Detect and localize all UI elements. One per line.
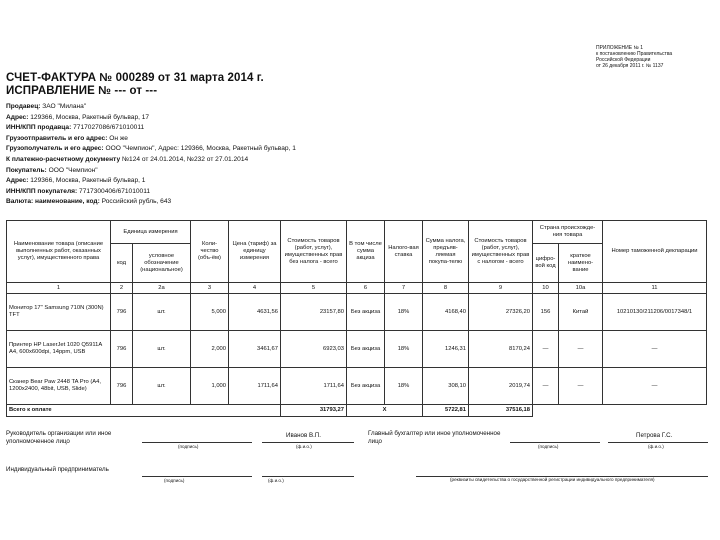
- total-x: Х: [347, 405, 423, 417]
- cell-country-name: —: [559, 368, 603, 405]
- cell-price: 1711,64: [229, 368, 281, 405]
- head-sign-caption: (подпись): [178, 444, 199, 449]
- cell-total: 27326,20: [469, 294, 533, 331]
- total-cost: 31793,27: [281, 405, 347, 417]
- accountant-signature-label: Главный бухгалтер или иное уполномоченное лицо: [368, 430, 501, 445]
- cell-rate: 18%: [385, 331, 423, 368]
- appendix-line-4: от 26 декабря 2011 г. № 1137: [596, 63, 664, 69]
- table-header-row-1: [7, 221, 707, 244]
- cell-tax: 308,10: [423, 368, 469, 405]
- cell-unit-code: 796: [111, 294, 133, 331]
- table-row: [7, 294, 707, 331]
- table-column-numbers: [7, 283, 707, 294]
- cell-country-name: —: [559, 331, 603, 368]
- invoice-title: [6, 72, 264, 98]
- table-row: [7, 331, 707, 368]
- th-customs-decl: Номер таможенной декларации: [603, 221, 707, 283]
- cell-country-code: 156: [533, 294, 559, 331]
- info-value: Российский рубль, 643: [101, 198, 172, 206]
- cell-cost: 6923,03: [281, 331, 347, 368]
- cell-cost: 1711,64: [281, 368, 347, 405]
- info-value: Он же: [109, 134, 128, 142]
- ip-signature-label: Индивидуальный предприниматель: [6, 466, 109, 473]
- accountant-fio-caption: (ф.и.о.): [648, 444, 664, 449]
- cell-qty: 2,000: [191, 331, 229, 368]
- signature-block-1: [6, 430, 716, 456]
- info-row-seller-address: [6, 113, 606, 124]
- cell-unit-name: шт.: [133, 294, 191, 331]
- ip-name-line: [262, 466, 354, 477]
- info-label: Покупатель:: [6, 166, 47, 174]
- col-num: 2: [111, 283, 133, 294]
- head-signature-line: [142, 432, 252, 443]
- info-label: Адрес:: [6, 177, 29, 185]
- info-row-consignee: [6, 144, 606, 155]
- info-value: 7717027086/671010011: [73, 124, 145, 132]
- info-label: Грузополучатель и его адрес:: [6, 145, 104, 153]
- info-label: ИНН/КПП продавца:: [6, 124, 72, 132]
- head-name: Иванов В.П.: [286, 432, 321, 439]
- cell-country-code: —: [533, 331, 559, 368]
- accountant-name: Петрова Г.С.: [636, 432, 673, 439]
- cell-tax: 4168,40: [423, 294, 469, 331]
- head-fio-caption: (ф.и.о.): [296, 444, 312, 449]
- cell-total: 8170,24: [469, 331, 533, 368]
- th-tax-rate: Налого-вая ставка: [385, 221, 423, 283]
- info-row-buyer-address: [6, 176, 606, 187]
- info-label: Продавец:: [6, 103, 41, 110]
- info-value: ООО "Чемпион": [48, 166, 98, 174]
- info-row-payment-doc: [6, 155, 606, 166]
- info-row-currency: [6, 197, 606, 208]
- col-num: 2а: [133, 283, 191, 294]
- total-with-tax: 37516,18: [469, 405, 533, 417]
- cell-country-name: Китай: [559, 294, 603, 331]
- info-row-shipper: [6, 134, 606, 145]
- table-total-row: [7, 405, 707, 417]
- accountant-sign-caption: (подпись): [538, 444, 559, 449]
- col-num: 3: [191, 283, 229, 294]
- empty-cell: [533, 405, 559, 417]
- ip-fio-caption: (ф.и.о.): [268, 478, 284, 483]
- info-label: Валюта: наименование, код:: [6, 198, 100, 206]
- cell-name: Сканер Bear Paw 2448 TA Pro (A4, 1200x2400, 48bit, USB, Slide): [7, 368, 111, 405]
- ip-sign-caption: (подпись): [164, 478, 185, 483]
- info-value: 7717300406/671010011: [79, 187, 151, 195]
- ip-signature-line: [142, 466, 252, 477]
- invoice-table: [6, 220, 707, 417]
- info-row-seller: [6, 102, 606, 113]
- cell-price: 4631,56: [229, 294, 281, 331]
- cell-cost: 23157,80: [281, 294, 347, 331]
- info-label: Грузоотправитель и его адрес:: [6, 134, 108, 142]
- cell-tax: 1246,31: [423, 331, 469, 368]
- col-num: 7: [385, 283, 423, 294]
- cell-rate: 18%: [385, 294, 423, 331]
- col-num: 9: [469, 283, 533, 294]
- cell-country-code: —: [533, 368, 559, 405]
- th-name: Наименование товара (описание выполненных работ, оказанных услуг), имущественного права: [7, 221, 111, 283]
- info-label: Адрес:: [6, 113, 29, 121]
- appendix-line-2: к постановлению Правительства: [596, 51, 673, 57]
- col-num: 5: [281, 283, 347, 294]
- col-num: 4: [229, 283, 281, 294]
- info-label: ИНН/КПП покупателя:: [6, 187, 78, 195]
- th-unit-name: условное обозначение (национальное): [133, 244, 191, 283]
- appendix-line-1: ПРИЛОЖЕНИЕ № 1: [596, 45, 643, 51]
- ip-registration-line: [416, 466, 708, 477]
- info-value: ООО "Чемпион", Адрес: 129366, Москва, Ракетный бульвар, 1: [105, 145, 296, 153]
- th-price: Цена (тариф) за единицу измерения: [229, 221, 281, 283]
- th-country-code: цифро-вой код: [533, 244, 559, 283]
- ip-registration-caption: (реквизиты свидетельства о государственной регистрации индивидуального предпринимателя): [450, 477, 655, 482]
- info-value: 129366, Москва, Ракетный бульвар, 17: [30, 113, 150, 121]
- cell-qty: 5,000: [191, 294, 229, 331]
- col-num: 8: [423, 283, 469, 294]
- invoice-title-line-1: СЧЕТ-ФАКТУРА № 000289 от 31 марта 2014 г.: [6, 72, 264, 84]
- col-num: 10: [533, 283, 559, 294]
- info-row-buyer-inn: [6, 187, 606, 198]
- th-country-name: краткое наимено-вание: [559, 244, 603, 283]
- info-row-seller-inn: [6, 123, 606, 134]
- cell-decl: —: [603, 368, 707, 405]
- info-value: ЗАО "Милана": [42, 103, 87, 110]
- signature-block-2: [6, 466, 716, 496]
- cell-decl: —: [603, 331, 707, 368]
- cell-rate: 18%: [385, 368, 423, 405]
- invoice-title-line-2: ИСПРАВЛЕНИЕ № --- от ---: [6, 85, 158, 97]
- th-tax-amount: Сумма налога, предъяв-ляемая покупа-телю: [423, 221, 469, 283]
- cell-excise: Без акциза: [347, 294, 385, 331]
- invoice-header-info: [6, 102, 606, 208]
- cell-unit-name: шт.: [133, 368, 191, 405]
- col-num: 6: [347, 283, 385, 294]
- cell-excise: Без акциза: [347, 331, 385, 368]
- cell-qty: 1,000: [191, 368, 229, 405]
- th-cost-without-tax: Стоимость товаров (работ, услуг), имущественных прав без налога - всего: [281, 221, 347, 283]
- th-qty: Коли-чество (объ-ём): [191, 221, 229, 283]
- th-unit: Единица измерения: [111, 221, 191, 244]
- cell-unit-code: 796: [111, 368, 133, 405]
- total-tax: 5722,81: [423, 405, 469, 417]
- info-value: №124 от 24.01.2014, №232 от 27.01.2014: [121, 155, 249, 163]
- table-row: [7, 368, 707, 405]
- cell-unit-code: 796: [111, 331, 133, 368]
- cell-excise: Без акциза: [347, 368, 385, 405]
- cell-name: Монитор 17" Samsung 710N (300N) TFT: [7, 294, 111, 331]
- col-num: 1: [7, 283, 111, 294]
- info-value: 129366, Москва, Ракетный бульвар, 1: [30, 177, 146, 185]
- cell-decl: 10210130/211206/0017348/1: [603, 294, 707, 331]
- info-label: К платежно-расчетному документу: [6, 155, 121, 163]
- cell-price: 3461,67: [229, 331, 281, 368]
- th-cost-with-tax: Стоимость товаров (работ, услуг), имущественных прав с налогом - всего: [469, 221, 533, 283]
- accountant-signature-line: [510, 432, 600, 443]
- th-excise: В том числе сумма акциза: [347, 221, 385, 283]
- col-num: 10а: [559, 283, 603, 294]
- info-row-buyer: [6, 166, 606, 177]
- empty-cell: [559, 405, 603, 417]
- th-unit-code: код: [111, 244, 133, 283]
- empty-cell: [603, 405, 707, 417]
- th-country: Страна происхожде-ния товара: [533, 221, 603, 244]
- appendix-note: [596, 45, 714, 69]
- cell-total: 2019,74: [469, 368, 533, 405]
- col-num: 11: [603, 283, 707, 294]
- appendix-line-3: Российской Федерации: [596, 57, 651, 63]
- cell-name: Принтер HP LaserJet 1020 Q5911A A4, 600x600dpi, 14ppm, USB: [7, 331, 111, 368]
- cell-unit-name: шт.: [133, 331, 191, 368]
- head-signature-label: Руководитель организации или иное уполномоченное лицо: [6, 430, 112, 445]
- total-label: Всего к оплате: [7, 405, 281, 417]
